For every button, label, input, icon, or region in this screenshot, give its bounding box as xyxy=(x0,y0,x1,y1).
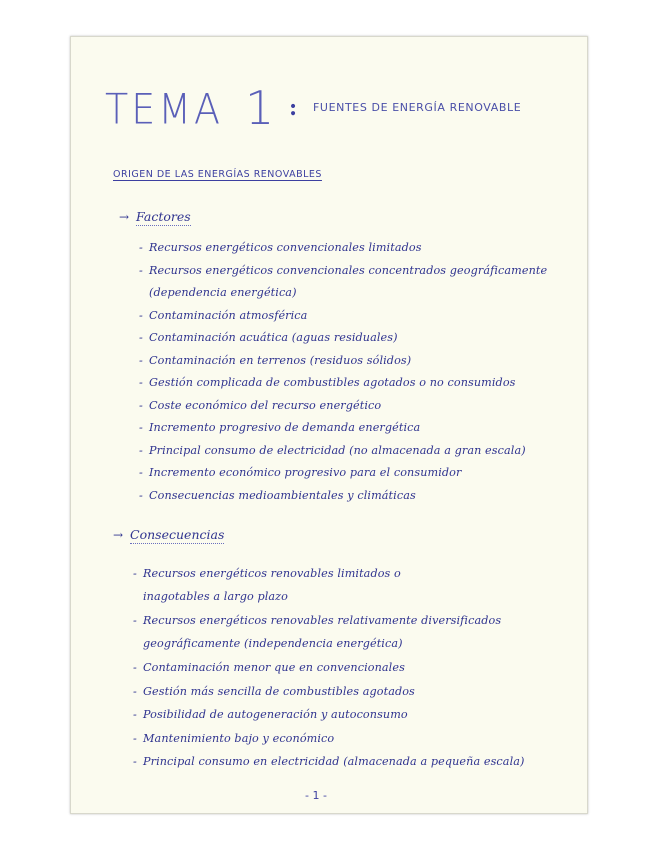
list-item: - Contaminación en terrenos (residuos sólidos) xyxy=(139,353,412,367)
list-item: - Gestión complicada de combustibles agotados o no consumidos xyxy=(139,376,516,389)
notebook-page xyxy=(70,36,588,814)
title-colon: : xyxy=(289,95,298,121)
section-title: ORIGEN DE LAS ENERGÍAS RENOVABLES xyxy=(113,169,322,180)
arrow-icon: → xyxy=(113,528,124,542)
consecuencias-heading-label: Consecuencias xyxy=(130,527,225,542)
consecuencias-list xyxy=(133,562,525,774)
arrow-icon: → xyxy=(119,210,130,224)
list-item: - Recursos energéticos convencionales concentrados geográficamente (dependencia energética) xyxy=(139,263,548,299)
page-title xyxy=(105,81,522,135)
list-item: - Contaminación atmosférica xyxy=(139,308,308,322)
list-item: - Principal consumo de electricidad (no almacenada a gran escala) xyxy=(139,443,526,457)
title-subtitle: FUENTES DE ENERGÍA RENOVABLE xyxy=(313,101,522,114)
page-number: - 1 - xyxy=(305,789,327,802)
title-word: TEMA xyxy=(105,84,224,134)
list-item: - Coste económico del recurso energético xyxy=(139,398,382,412)
list-item: - Consecuencias medioambientales y climáticas xyxy=(139,488,416,502)
list-item: - Incremento progresivo de demanda energética xyxy=(139,421,421,434)
title-number: 1 xyxy=(245,81,275,135)
list-item: - Contaminación acuática (aguas residuales) xyxy=(139,331,398,344)
factores-heading-label: Factores xyxy=(136,209,191,224)
list-item: - Mantenimiento bajo y económico xyxy=(133,731,335,745)
list-item: - Recursos energéticos renovables limitados o inagotables a largo plazo xyxy=(133,567,401,603)
consecuencias-heading xyxy=(113,527,224,542)
factores-list xyxy=(139,237,548,507)
factores-heading xyxy=(119,209,191,224)
list-item: - Contaminación menor que en convencionales xyxy=(133,661,405,674)
list-item: - Incremento económico progresivo para el consumidor xyxy=(139,466,462,479)
list-item: - Recursos energéticos convencionales limitados xyxy=(139,241,422,254)
list-item: - Principal consumo en electricidad (almacenada a pequeña escala) xyxy=(133,755,525,768)
list-item: - Recursos energéticos renovables relativamente diversificados geográficamente (independencia energética) xyxy=(133,614,502,650)
list-item: - Posibilidad de autogeneración y autoconsumo xyxy=(133,708,408,721)
list-item: - Gestión más sencilla de combustibles agotados xyxy=(133,684,415,698)
